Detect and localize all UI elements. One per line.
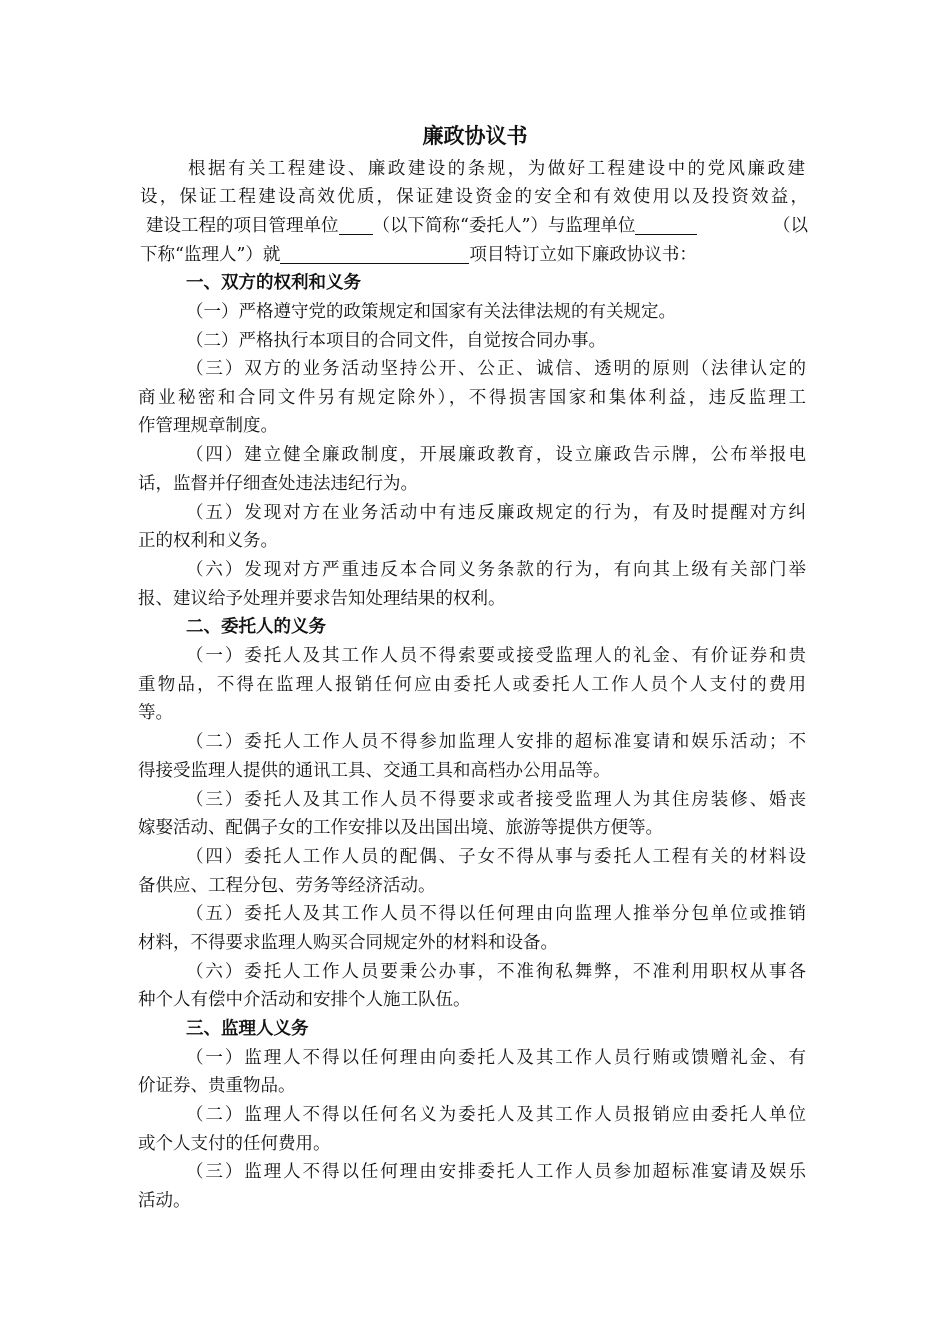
section-1-item-4-line-2: 话，监督并仔细查处违法违纪行为。 [138, 474, 418, 494]
section-2-item-5-line-1: （五）委托人及其工作人员不得以任何理由向监理人推举分包单位或推销 [186, 904, 806, 924]
project-name-blank [280, 243, 469, 264]
intro-line-4: 下称“监理人”）就 项目特订立如下廉政协议书： [140, 245, 697, 265]
intro-line-3-part-a: 建设工程的项目管理单位 （以下简称“委托人”）与监理单位 [146, 212, 697, 240]
section-2-item-5-line-2: 材料，不得要求监理人购买合同规定外的材料和设备。 [138, 933, 558, 953]
intro-line-2: 设，保证工程建设高效优质，保证建设资金的安全和有效使用以及投资效益， [140, 187, 808, 207]
section-1-item-6-line-2: 报、建议给予处理并要求告知处理结果的权利。 [138, 589, 506, 609]
section-3-item-1-line-2: 价证券、贵重物品。 [138, 1076, 296, 1096]
section-1-item-5-line-1: （五）发现对方在业务活动中有违反廉政规定的行为，有及时提醒对方纠 [186, 503, 806, 523]
section-1-item-3-line-3: 作管理规章制度。 [138, 416, 278, 436]
section-3-item-1-line-1: （一）监理人不得以任何理由向委托人及其工作人员行贿或馈赠礼金、有 [186, 1048, 806, 1068]
section-2-item-2-line-2: 得接受监理人提供的通讯工具、交通工具和高档办公用品等。 [138, 761, 611, 781]
supervisor-name-blank [635, 214, 697, 235]
section-1-item-6-line-1: （六）发现对方严重违反本合同义务条款的行为，有向其上级有关部门举 [186, 560, 806, 580]
section-2-item-4-line-2: 备供应、工程分包、劳务等经济活动。 [138, 876, 436, 896]
section-2-item-1-line-1: （一）委托人及其工作人员不得索要或接受监理人的礼金、有价证券和贵 [186, 646, 806, 666]
section-2-item-1-line-2: 重物品，不得在监理人报销任何应由委托人或委托人工作人员个人支付的费用 [138, 675, 806, 695]
section-3-item-3-line-2: 活动。 [138, 1191, 191, 1211]
section-3-item-3-line-1: （三）监理人不得以任何理由安排委托人工作人员参加超标准宴请及娱乐 [186, 1162, 806, 1182]
section-2-item-2-line-1: （二）委托人工作人员不得参加监理人安排的超标准宴请和娱乐活动；不 [186, 732, 806, 752]
section-2-item-1-line-3: 等。 [138, 703, 173, 723]
section-2-item-6-line-2: 种个人有偿中介活动和安排个人施工队伍。 [138, 990, 471, 1010]
section-3-heading: 三、监理人义务 [186, 1019, 309, 1039]
section-2-item-4-line-1: （四）委托人工作人员的配偶、子女不得从事与委托人工程有关的材料设 [186, 847, 806, 867]
section-1-item-1: （一）严格遵守党的政策规定和国家有关法律法规的有关规定。 [186, 302, 676, 322]
section-2-item-3-line-1: （三）委托人及其工作人员不得要求或者接受监理人为其住房装修、婚丧 [186, 790, 806, 810]
section-2-heading: 二、委托人的义务 [186, 617, 326, 637]
intro-line-3 [146, 212, 808, 240]
intro-line-3-part-c: （以 [773, 216, 808, 236]
intro-line-1: 根据有关工程建设、廉政建设的条规，为做好工程建设中的党风廉政建 [188, 159, 805, 179]
section-2-item-3-line-2: 嫁娶活动、配偶子女的工作安排以及出国出境、旅游等提供方便等。 [138, 818, 663, 838]
document-title: 廉政协议书 [422, 123, 528, 148]
section-1-heading: 一、双方的权利和义务 [186, 273, 361, 293]
section-3-item-2-line-2: 或个人支付的任何费用。 [138, 1134, 331, 1154]
section-1-item-5-line-2: 正的权利和义务。 [138, 531, 278, 551]
client-name-blank [339, 214, 373, 235]
section-1-item-3-line-2: 商业秘密和合同文件另有规定除外），不得损害国家和集体利益，违反监理工 [138, 388, 806, 408]
section-1-item-4-line-1: （四）建立健全廉政制度，开展廉政教育，设立廉政告示牌，公布举报电 [186, 445, 806, 465]
section-2-item-6-line-1: （六）委托人工作人员要秉公办事，不准徇私舞弊，不准利用职权从事各 [186, 962, 806, 982]
section-1-item-2: （二）严格执行本项目的合同文件，自觉按合同办事。 [186, 331, 606, 351]
section-1-item-3-line-1: （三）双方的业务活动坚持公开、公正、诚信、透明的原则（法律认定的 [186, 359, 806, 379]
section-3-item-2-line-1: （二）监理人不得以任何名义为委托人及其工作人员报销应由委托人单位 [186, 1105, 806, 1125]
